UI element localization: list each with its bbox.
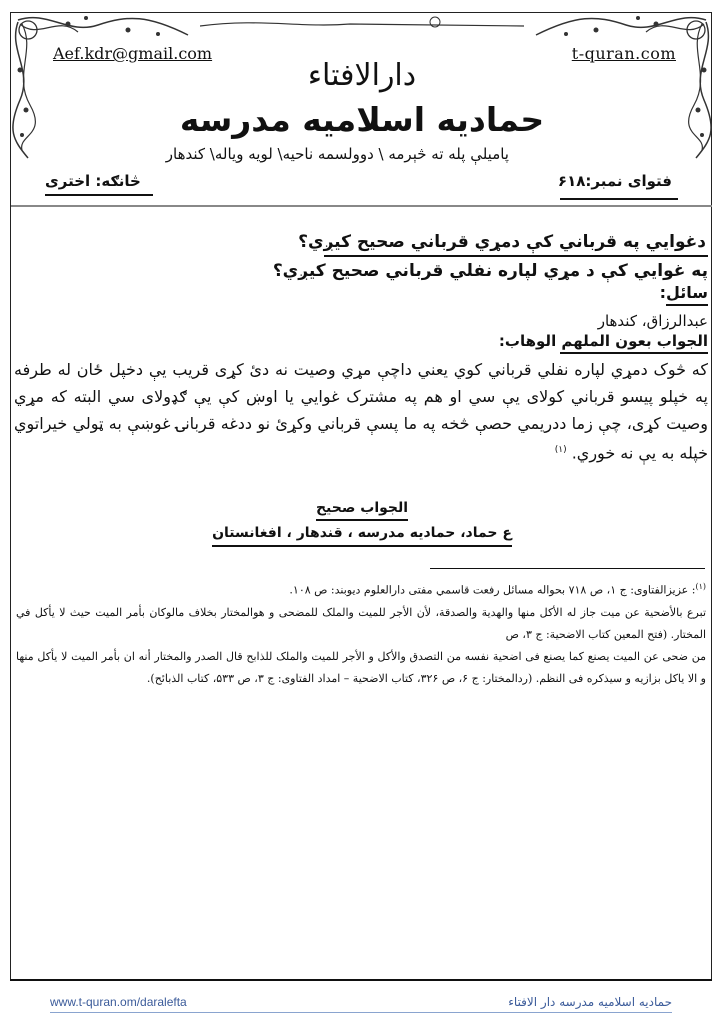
footnote-ref[interactable]: (۱) (554, 445, 567, 455)
question-text: په غوايي کې د مړي لپاره نفلي قرباني صحيح کيږي؟ (272, 261, 708, 281)
asker-label-underline (666, 304, 708, 306)
page-border-bottom (10, 979, 712, 981)
fatwa-number-underline (560, 198, 678, 200)
section-label: څانګه: اختری (45, 172, 141, 190)
verdict-block (0, 497, 724, 547)
fatwa-body (14, 232, 708, 466)
website-link[interactable]: t-quran.com (571, 44, 676, 63)
section-underline (45, 194, 153, 196)
footnote-separator (430, 568, 705, 569)
question-title: دغوايي په قرباني کې دمړي قرباني صحيح کيږي؟ (298, 232, 706, 252)
ornament-top-center-icon (200, 14, 524, 34)
footnote-text: من ضحی عن الميت يصنع کما يصنع فی اضحية نفسه من التصدق والأکل و الأجر للميت والملک للذابح قال الصدر والمختار أنه ان بأمر الميت لا يأکل منها و الا ياکل بزازيه و سيذکره فی النظم. (ردالمختار: ج ۶، ص ۳۲۶، کتاب الاضحية – امداد الفتاوی: ج ۳، ص ۵۳۳، کتاب الذبائح). (16, 649, 706, 685)
asker-label: سائل: (659, 283, 708, 302)
question-title-underline (324, 255, 708, 257)
institution-name: حمادیه اسلامیه مدرسه (179, 100, 545, 139)
answer-label-underline (560, 352, 708, 354)
fatwa-number: فتوای نمبر:۶۱۸ (557, 172, 672, 190)
email-link[interactable]: Aef.kdr@gmail.com (53, 44, 213, 63)
institution-title: دارالافتاء (307, 58, 417, 93)
footnote-item (16, 646, 706, 690)
footnote-item (16, 576, 706, 602)
answer-label: الجواب بعون الملهم الوهاب: (498, 332, 708, 350)
answer-text (14, 356, 708, 466)
footer-title: حمادیه اسلامیه مدرسه دار الافتاء (508, 995, 672, 1009)
answer-body: که څوک دمړي لپاره نفلي قرباني کوي يعني داچې مړي وصيت نه دئ کړی قريب يې دخپل ځان له طرفه په خپلو پيسو قرباني کولای يې سي او هم په مشترک غوايي يا اوښ کې يې ګډولای سي البته که مړي وصيت کړی، چې زما ددريمي حصې څخه په ما پسې قرباني وکړئ نو ددغه قربانۍ غوښې به ټولي خيراتوي خپله به يې نه خوري. (14, 360, 708, 463)
footnotes (16, 576, 706, 690)
footnote-number: (۱) (695, 582, 706, 591)
footnote-item (16, 602, 706, 646)
footer-rule (50, 1012, 672, 1013)
verdict-title: الجواب صحیح (316, 500, 408, 521)
footnote-text: : عزيزالفتاوی: ج ۱، ص ۷۱۸ بحواله مسائل رفعت قاسمي مفتی دارالعلوم ديوبند: ص ۱۰۸. (289, 583, 696, 597)
header-divider (11, 205, 712, 207)
asker-name: عبدالرزاق، کندهار (597, 312, 708, 330)
footer-link[interactable]: www.t-quran.om/daralefta (50, 995, 187, 1009)
institution-address: پاميلې پله ته څېرمه \ دوولسمه ناحيه\ لويه وياله\ کندهار (165, 145, 509, 163)
verdict-signature: ع حماد، حمادیه مدرسه ، قندهار ، افغانستان (212, 525, 512, 547)
footnote-text: تبرع بالأضحية عن ميت جاز له الأكل منها والهدية والصدقة، لأن الأجر للميت والملک للمضحی و هوالمختار بخلاف مالوکان بأمر الميت حيث لا يأکل في المختار. (فتح المعين کتاب الاضحية: ج ۳، ص (16, 605, 706, 641)
